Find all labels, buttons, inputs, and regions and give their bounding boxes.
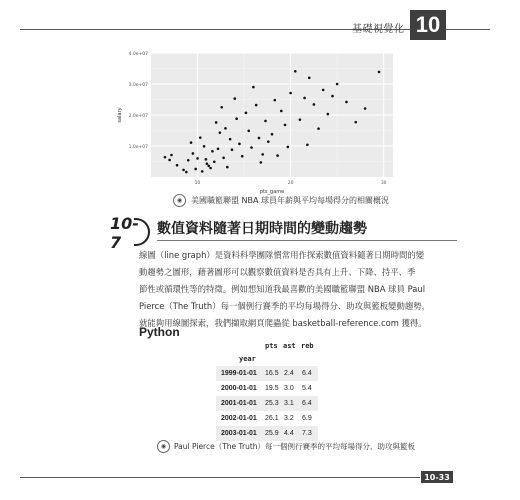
x-tick-label: 20: [287, 181, 294, 186]
table-row: [216, 366, 318, 381]
data-point: [233, 97, 236, 100]
data-point: [331, 95, 334, 98]
data-point: [213, 161, 216, 164]
data-point: [378, 71, 381, 74]
cell-ast: 3.0: [284, 385, 294, 392]
data-point: [168, 159, 171, 162]
cell-pts: 26.1: [265, 415, 279, 422]
data-point: [336, 83, 339, 86]
y-tick-label: 4.0e+07: [128, 52, 148, 57]
data-point: [164, 156, 167, 159]
data-point: [267, 140, 270, 143]
data-point: [205, 158, 208, 161]
y-tick-label: 1.0e+07: [128, 145, 148, 150]
data-point: [287, 146, 290, 149]
body-paragraph: [139, 247, 469, 332]
data-point: [217, 147, 220, 150]
table-row: [216, 411, 318, 426]
data-point: [190, 141, 193, 144]
data-point: [303, 97, 306, 100]
data-point: [364, 107, 367, 110]
data-point: [203, 145, 206, 148]
row-date: 2003-01-01: [221, 430, 257, 437]
column-header-pts: pts: [265, 342, 278, 350]
data-point: [294, 70, 297, 73]
row-date: 2002-01-01: [221, 415, 257, 422]
data-point: [224, 127, 227, 130]
data-point: [215, 121, 218, 124]
data-point: [222, 156, 225, 159]
data-point: [264, 120, 267, 123]
camera-icon: ◉: [157, 440, 170, 453]
data-point: [229, 138, 232, 141]
figure-caption-bottom: [157, 440, 415, 453]
body-line: 動趨勢之圖形，藉著圖形可以觀察數值資料是否具有上升、下降、持平、季: [139, 267, 416, 277]
data-point: [211, 150, 214, 153]
data-point: [185, 171, 188, 174]
cell-reb: 7.3: [302, 430, 312, 437]
index-name: year: [239, 355, 256, 363]
x-axis-label: pts_game: [259, 189, 285, 195]
data-point: [289, 92, 292, 95]
cell-pts: 25.3: [265, 400, 279, 407]
table-row: [216, 426, 318, 441]
cell-reb: 6.4: [302, 370, 312, 377]
column-header-ast: ast: [283, 342, 296, 350]
data-point: [187, 159, 190, 162]
data-point: [250, 146, 253, 149]
figure-caption-bottom-text: Paul Pierce（The Truth）每一個例行賽季的平均每場得分、助攻與籃板: [174, 442, 416, 451]
data-point: [209, 167, 212, 170]
data-point: [207, 165, 210, 168]
scatter-chart-svg: [113, 45, 403, 205]
cell-ast: 4.4: [284, 430, 294, 437]
data-point: [206, 162, 209, 165]
data-point: [170, 154, 173, 157]
figure-caption-top-text: 美國職籃聯盟 NBA 球員年薪與平均每場得分的相關概況: [191, 196, 390, 205]
data-point: [194, 168, 197, 171]
data-point: [313, 103, 316, 106]
y-tick-label: 3.0e+07: [128, 83, 148, 88]
data-point: [258, 137, 261, 140]
data-point: [252, 86, 255, 89]
section-number: 10-7: [110, 214, 139, 252]
footer-line: [20, 477, 420, 478]
body-line: 就能夠用線圖探索，我們擷取網頁爬蟲從 basketball-reference.com 獲得。: [139, 318, 427, 328]
data-point: [308, 77, 311, 80]
table-row: [216, 381, 318, 396]
data-point: [261, 153, 264, 156]
data-point: [317, 127, 320, 130]
x-tick-label: 10: [194, 181, 201, 186]
row-date: 1999-01-01: [221, 370, 257, 377]
data-point: [176, 164, 179, 167]
data-point: [299, 118, 302, 121]
page-number: 10-33: [421, 471, 453, 483]
body-line: 線圖（line graph）是資料科學團隊慣常用作探索數值資料隨著日期時間的變: [139, 250, 425, 260]
data-point: [235, 117, 238, 120]
y-axis-label: salary: [117, 107, 123, 123]
data-point: [238, 143, 241, 146]
scatter-chart: [113, 45, 403, 205]
data-point: [271, 133, 274, 136]
language-heading: Python: [139, 325, 180, 339]
cell-ast: 3.1: [284, 400, 294, 407]
column-header-reb: reb: [301, 342, 314, 350]
row-date: 2001-01-01: [221, 400, 257, 407]
table-row: [216, 396, 318, 411]
cell-ast: 2.4: [284, 370, 294, 377]
data-point: [201, 170, 204, 173]
data-point: [241, 155, 244, 158]
camera-icon: ◉: [173, 194, 186, 207]
data-point: [255, 104, 258, 107]
data-point: [231, 148, 234, 151]
cell-reb: 5.4: [302, 385, 312, 392]
body-line: 節性或循環性等的特徵。例如想知道我最喜歡的美國職籃聯盟 NBA 球員 Paul: [139, 284, 426, 294]
data-point: [219, 131, 222, 134]
data-point: [192, 152, 195, 155]
data-point: [354, 121, 357, 124]
cell-pts: 25.9: [265, 430, 279, 437]
chapter-label: 基礎視覺化: [352, 24, 405, 35]
y-tick-label: 2.0e+07: [128, 114, 148, 119]
data-point: [280, 110, 283, 113]
data-point: [245, 112, 248, 115]
data-point: [306, 143, 309, 146]
data-point: [199, 136, 202, 139]
section-title: 數值資料隨著日期時間的變動趨勢: [157, 221, 367, 237]
cell-pts: 19.5: [265, 385, 279, 392]
chapter-number-box: 10: [410, 10, 446, 40]
cell-reb: 6.4: [302, 400, 312, 407]
data-point: [327, 113, 330, 116]
cell-ast: 3.2: [284, 415, 294, 422]
data-point: [276, 154, 279, 157]
data-point: [345, 101, 348, 104]
data-point: [284, 124, 287, 127]
data-point: [220, 106, 223, 109]
data-point: [226, 166, 229, 169]
data-point: [322, 89, 325, 92]
data-point: [196, 157, 199, 160]
data-point: [260, 161, 263, 164]
section-number-badge: [110, 214, 150, 252]
section-underline: [157, 240, 457, 241]
cell-reb: 6.9: [302, 415, 312, 422]
data-point: [273, 99, 276, 102]
data-point: [247, 130, 250, 133]
row-date: 2000-01-01: [221, 385, 257, 392]
cell-pts: 16.5: [265, 370, 279, 377]
x-tick-label: 30: [380, 181, 387, 186]
body-line: Pierce（The Truth）每一個例行賽季的平均每場得分、助攻與籃板變動趨勢，: [139, 301, 430, 311]
data-point: [182, 169, 185, 172]
figure-caption-top: [173, 194, 389, 207]
